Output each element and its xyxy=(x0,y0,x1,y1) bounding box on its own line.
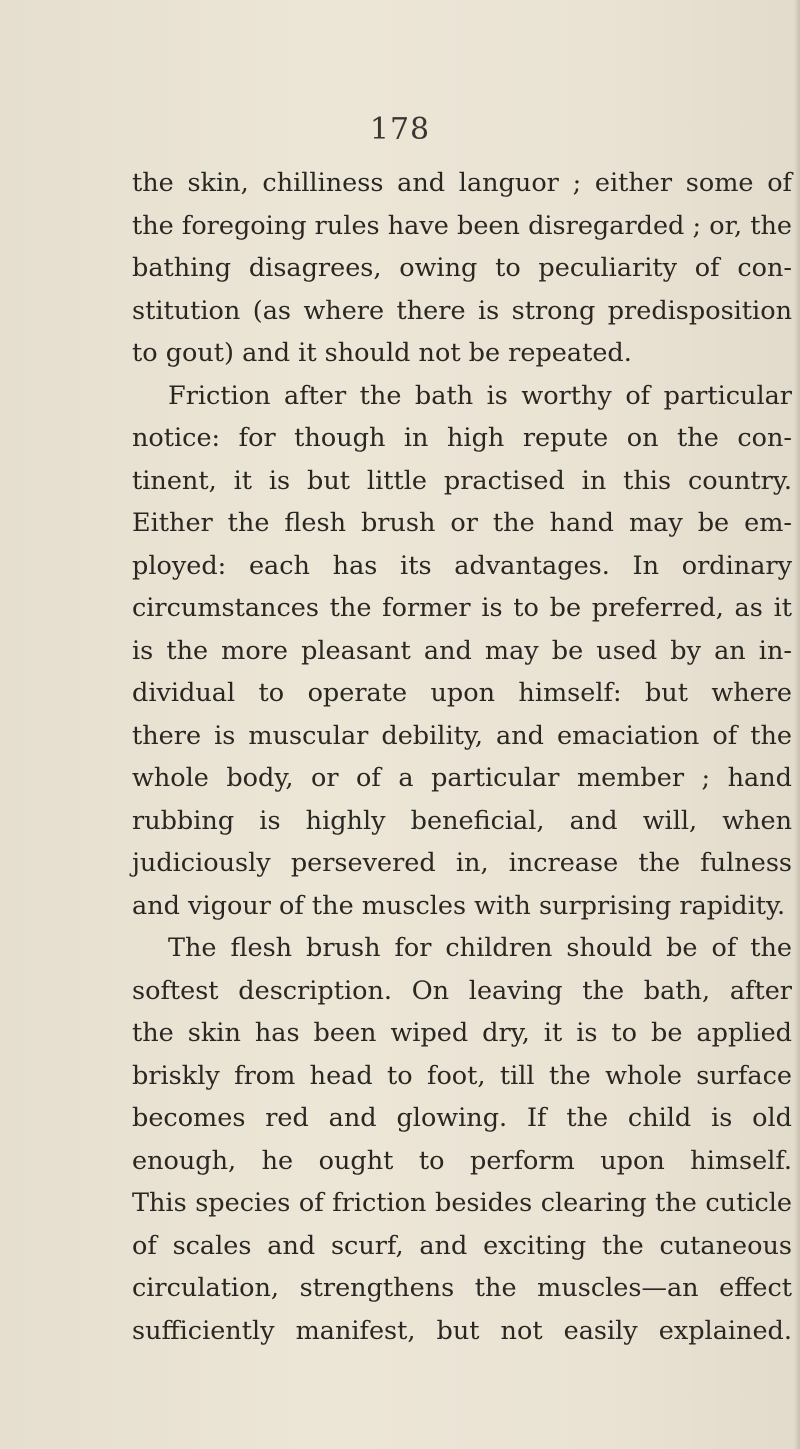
text-line: becomes red and glowing. If the child is old xyxy=(132,1103,792,1133)
text-line: circulation, strengthens the muscles—an effect xyxy=(132,1273,792,1303)
text-line: the skin has been wiped dry, it is to be applied xyxy=(132,1018,792,1048)
text-line: enough, he ought to perform upon himself. xyxy=(132,1145,792,1176)
text-line: briskly from head to foot, till the whole surface xyxy=(132,1060,792,1091)
text-line: circumstances the former is to be preferred, as it xyxy=(132,593,792,623)
text-line: the foregoing rules have been disregarded ; or, the xyxy=(132,210,792,241)
text-line: The flesh brush for children should be of the xyxy=(168,933,792,963)
text-line: and vigour of the muscles with surprising rapidity. xyxy=(132,890,786,921)
body-text xyxy=(132,162,792,1352)
text-line: is the more pleasant and may be used by an in- xyxy=(132,635,792,666)
text-line: there is muscular debility, and emaciation of the xyxy=(132,720,792,751)
text-line: bathing disagrees, owing to peculiarity of con- xyxy=(132,253,792,283)
text-line: of scales and scurf, and exciting the cutaneous xyxy=(132,1230,792,1261)
text-line: whole body, or of a particular member ; hand xyxy=(132,763,792,793)
text-line: notice: for though in high repute on the con- xyxy=(132,423,792,453)
text-line: ployed: each has its advantages. In ordinary xyxy=(132,550,792,581)
page-number: 178 xyxy=(369,112,431,147)
text-line: judiciously persevered in, increase the fulness xyxy=(132,848,792,878)
page-edge-shadow xyxy=(794,0,800,1449)
text-line: Friction after the bath is worthy of particular xyxy=(168,380,792,411)
text-line: softest description. On leaving the bath, after xyxy=(132,975,792,1006)
text-line: sufficiently manifest, but not easily explained. xyxy=(132,1315,792,1346)
text-line: tinent, it is but little practised in this country. xyxy=(132,465,792,496)
text-line: the skin, chilliness and languor ; either some of xyxy=(132,168,792,198)
text-line: rubbing is highly beneficial, and will, when xyxy=(132,805,792,836)
text-line: dividual to operate upon himself: but where xyxy=(132,678,792,708)
text-line: to gout) and it should not be repeated. xyxy=(132,338,632,368)
text-line: Either the flesh brush or the hand may be em- xyxy=(132,508,792,538)
text-line: stitution (as where there is strong predisposition xyxy=(132,295,792,326)
text-line: This species of friction besides clearing the cuticle xyxy=(132,1188,792,1218)
